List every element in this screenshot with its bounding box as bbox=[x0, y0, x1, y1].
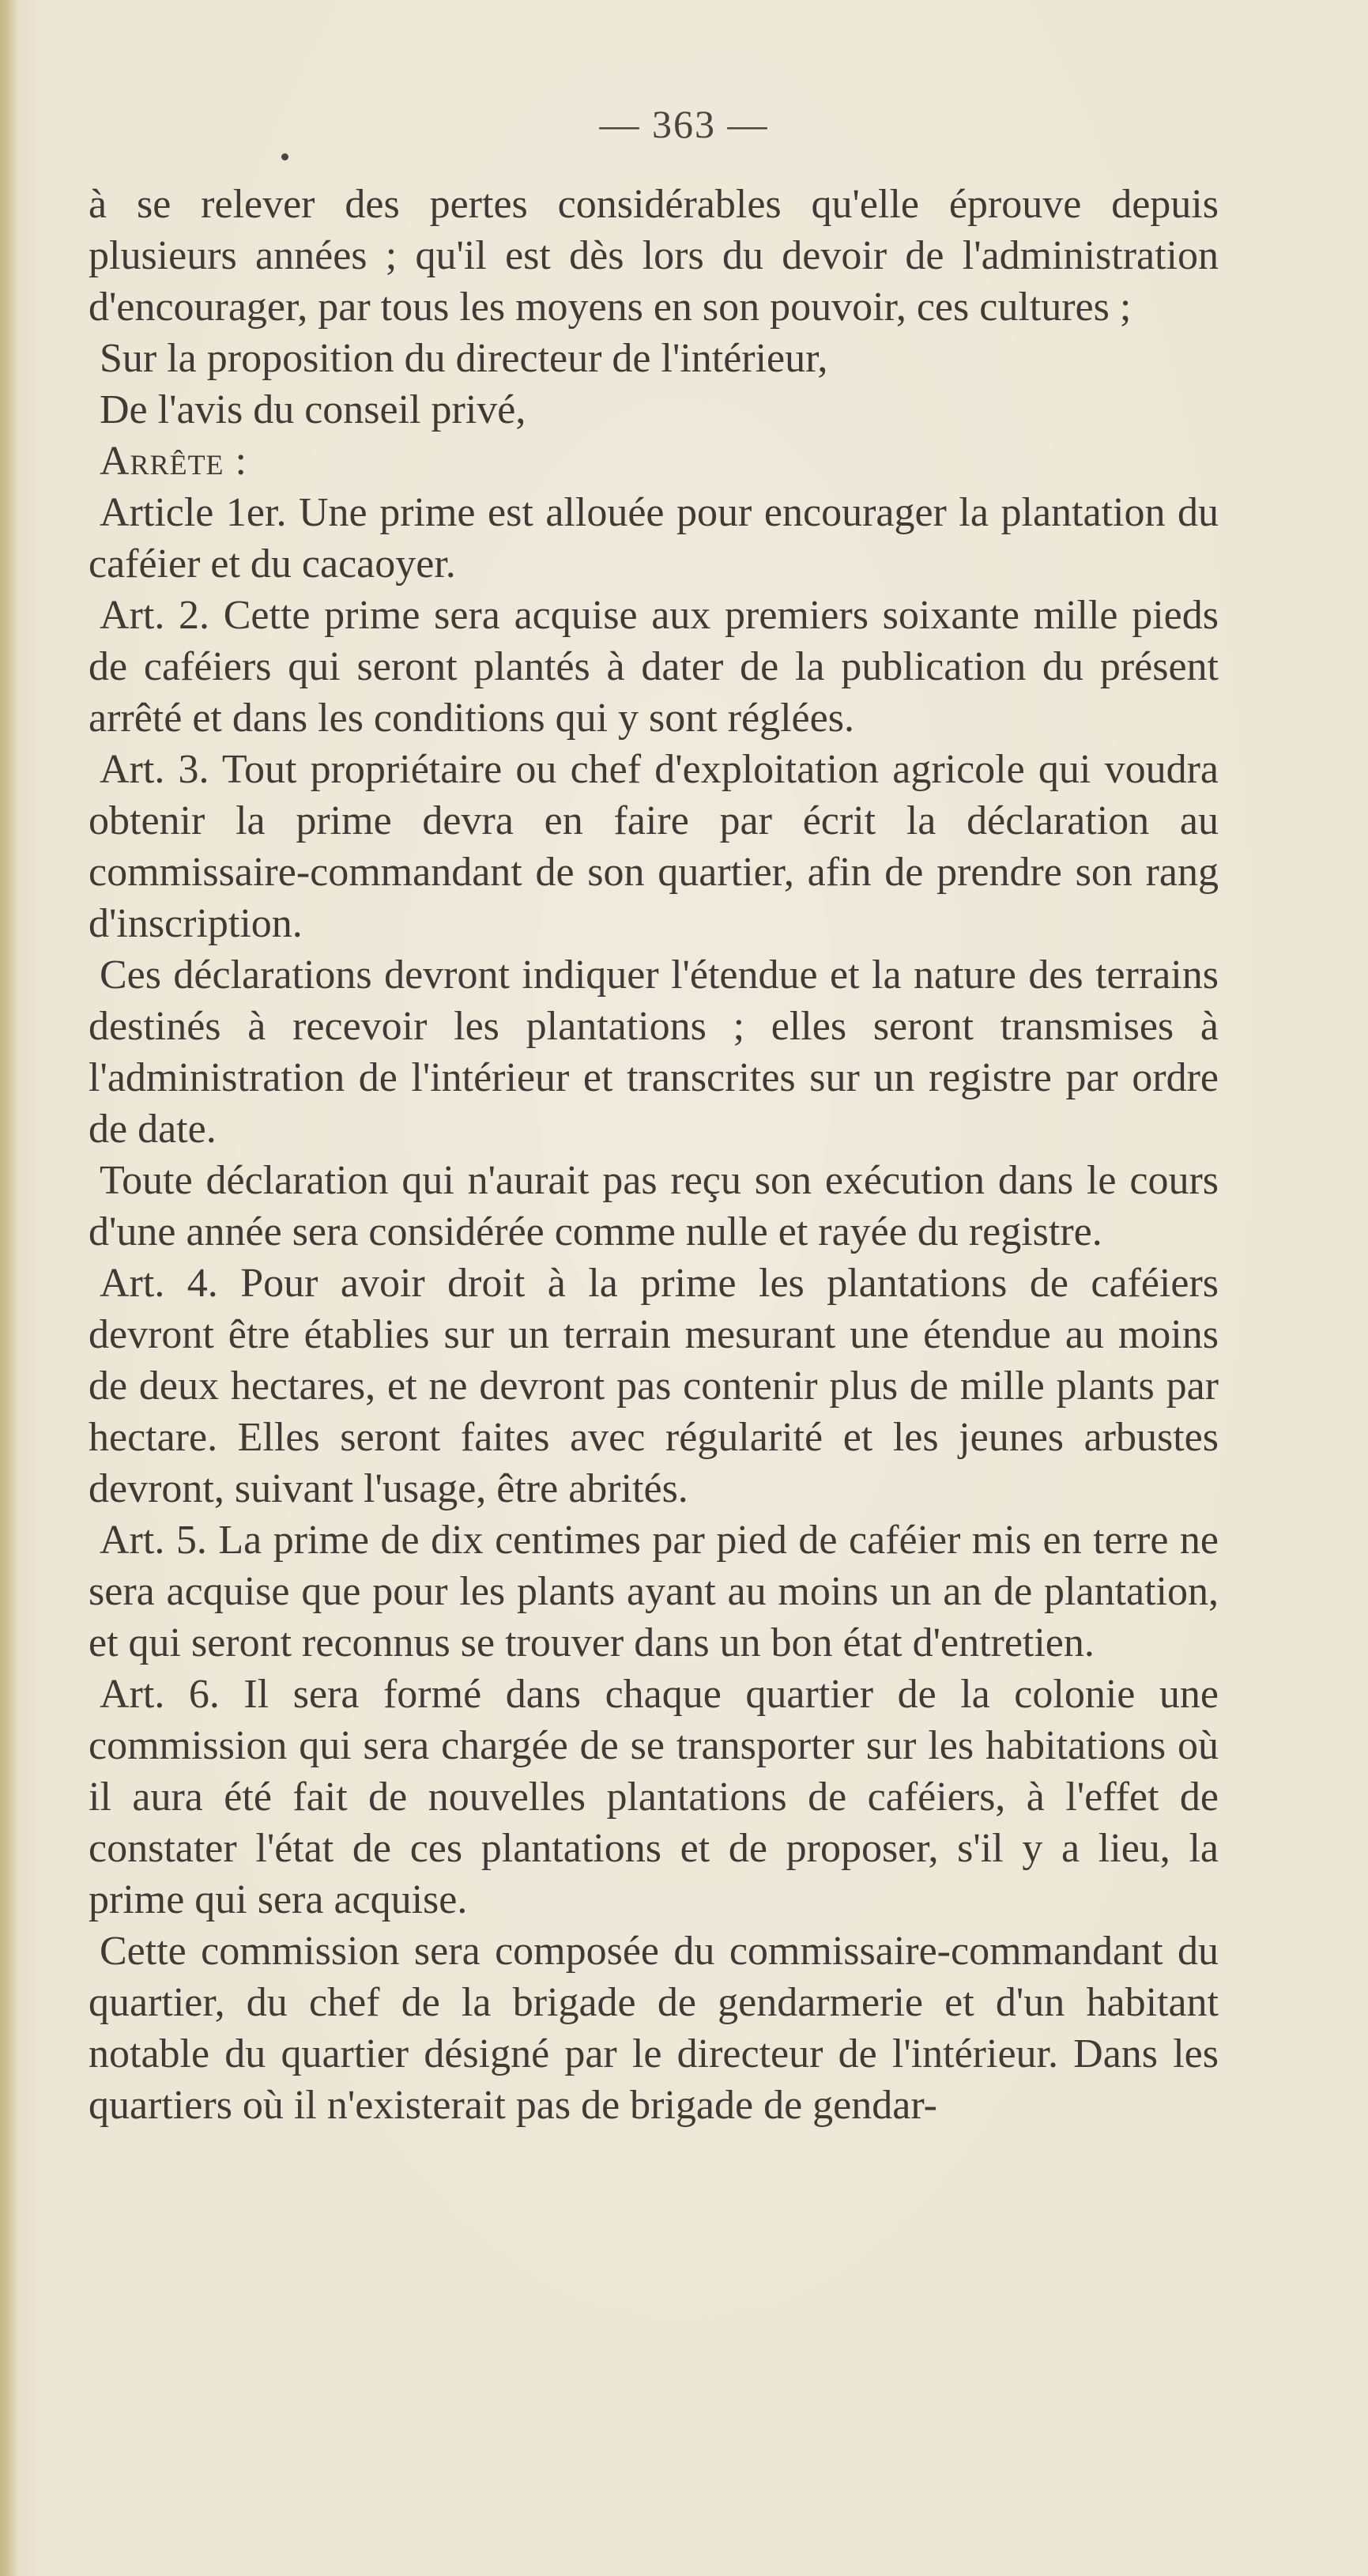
paragraph-article-5: Art. 5. La prime de dix centimes par pied de caféier mis en terre ne sera acquise que pour les plants ayant au moins un an de plantation, et qui seront reconnus se trouver dans un bon état d'entretien. bbox=[89, 1518, 1219, 1665]
paragraph-declarations: Ces déclarations devront indiquer l'étendue et la nature des terrains destinés à recevoir les plantations ; elles seront transmises à l'administration de l'intérieur et transcrites sur un registre par ordre de date. bbox=[89, 952, 1219, 1152]
ink-speck bbox=[281, 153, 288, 160]
paragraph-proposition: Sur la proposition du directeur de l'intérieur, bbox=[100, 336, 828, 381]
page-edge-shadow bbox=[0, 0, 17, 2576]
body-text bbox=[89, 179, 1219, 2131]
paragraph-commission: Cette commission sera composée du commissaire-commandant du quartier, du chef de la brigade de gendarmerie et d'un habitant notable du quartier désigné par le directeur de l'intérieur. Dans les quartiers où il n'existerait pas de brigade de gendar- bbox=[89, 1929, 1219, 2128]
page-number: — 363 — bbox=[599, 102, 769, 146]
paragraph-continuation: à se relever des pertes considérables qu'elle éprouve depuis plusieurs années ; qu'il est dès lors du devoir de l'administration d'encourager, par tous les moyens en son pouvoir, ces cultures ; bbox=[89, 182, 1219, 330]
paragraph-toute-declaration: Toute déclaration qui n'aurait pas reçu son exécution dans le cours d'une année sera considérée comme nulle et rayée du registre. bbox=[89, 1158, 1219, 1254]
paragraph-article-2: Art. 2. Cette prime sera acquise aux premiers soixante mille pieds de caféiers qui seront plantés à dater de la publication du présent arrêté et dans les conditions qui y sont réglées. bbox=[89, 593, 1219, 741]
paragraph-avis: De l'avis du conseil privé, bbox=[100, 387, 526, 432]
paragraph-article-1: Article 1er. Une prime est allouée pour encourager la plantation du caféier et du cacaoyer. bbox=[89, 490, 1219, 586]
paragraph-article-6: Art. 6. Il sera formé dans chaque quartier de la colonie une commission qui sera chargée de se transporter sur les habitations où il aura été fait de nouvelles plantations de caféiers, à l'effet de constater l'état de ces plantations et de proposer, s'il y a lieu, la prime qui sera acquise. bbox=[89, 1672, 1219, 1922]
paragraph-arrete: Arrête : bbox=[100, 439, 247, 484]
paragraph-article-4: Art. 4. Pour avoir droit à la prime les plantations de caféiers devront être établies sur un terrain mesurant une étendue au moins de deux hectares, et ne devront pas contenir plus de mille plants par hectare. Elles seront faites avec régularité et les jeunes arbustes devront, suivant l'usage, être abrités. bbox=[89, 1261, 1219, 1511]
paragraph-article-3: Art. 3. Tout propriétaire ou chef d'exploitation agricole qui voudra obtenir la prime devra en faire par écrit la déclaration au commissaire-commandant de son quartier, afin de prendre son rang d'inscription. bbox=[89, 747, 1219, 946]
